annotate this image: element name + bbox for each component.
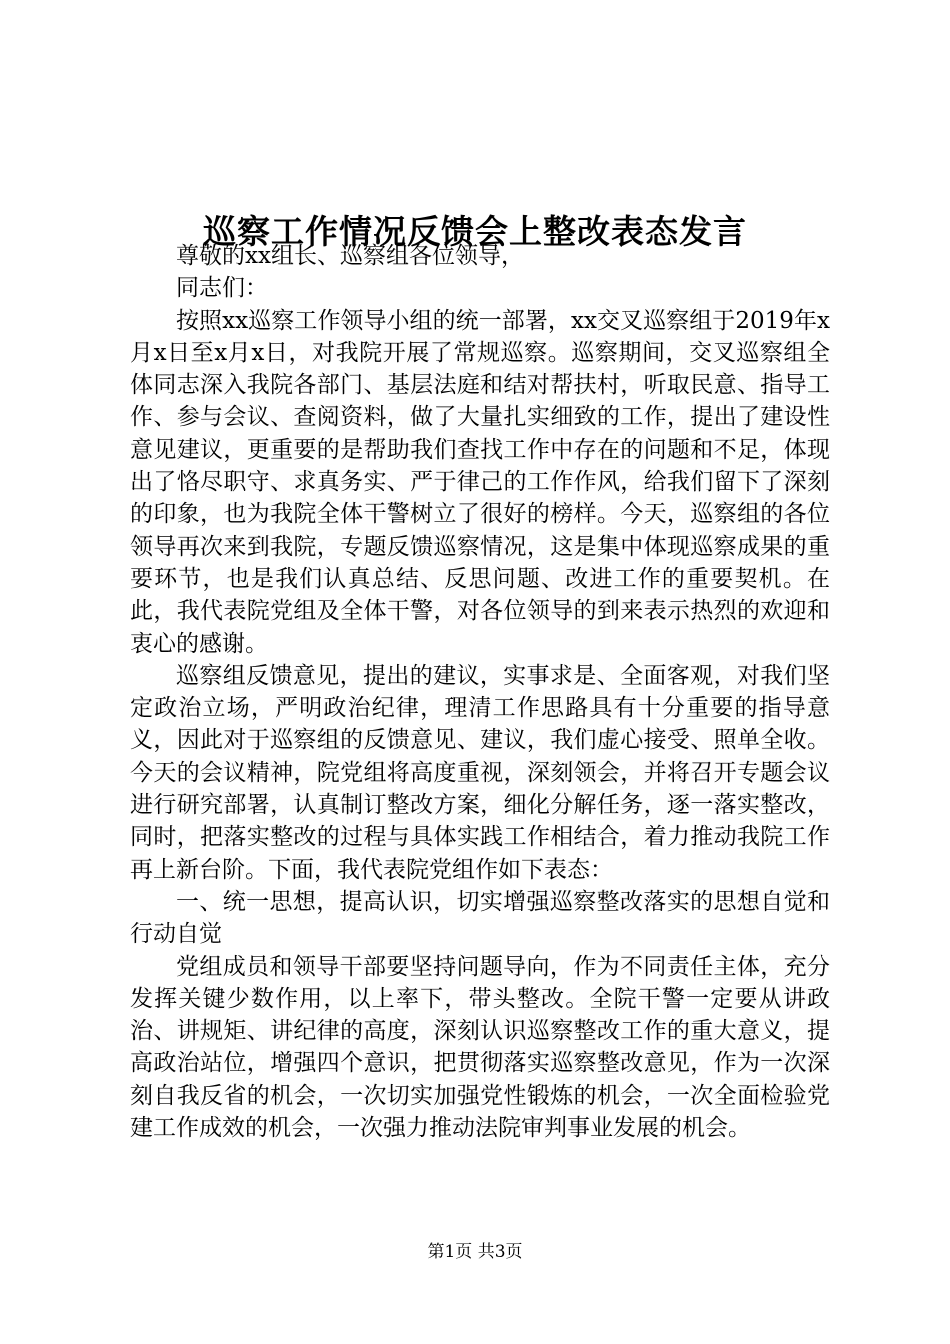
page-footer: 第1页 共3页	[427, 1242, 523, 1262]
paragraph-1: 按照xx巡察工作领导小组的统一部署，xx交叉巡察组于2019年x月x日至x月x日，对我院开展了常规巡察。巡察期间，交叉巡察组全体同志深入我院各部门、基层法庭和结对帮扶村，听取民意、指导工作、参与会议、查阅资料，做了大量扎实细致的工作，提出了建设性意见建议，更重要的是帮助我们查找工作中存在的问题和不足，体现出了恪尽职守、求真务实、严于律己的工作作风，给我们留下了深刻的印象，也为我院全体干警树立了很好的榜样。今天，巡察组的各位领导再次来到我院，专题反馈巡察情况，这是集中体现巡察成果的重要环节，也是我们认真总结、反思问题、改进工作的重要契机。在此，我代表院党组及全体干警，对各位领导的到来表示热烈的欢迎和衷心的感谢。	[130, 307, 830, 657]
document-body	[130, 240, 830, 1144]
document-title: 巡察工作情况反馈会上整改表态发言	[203, 212, 747, 252]
section-heading-1: 一、统一思想，提高认识，切实增强巡察整改落实的思想自觉和行动自觉	[130, 888, 830, 948]
paragraph-2: 巡察组反馈意见，提出的建议，实事求是、全面客观，对我们坚定政治立场，严明政治纪律，理清工作思路具有十分重要的指导意义，因此对于巡察组的反馈意见、建议，我们虚心接受、照单全收。今天的会议精神，院党组将高度重视，深刻领会，并将召开专题会议进行研究部署，认真制订整改方案，细化分解任务，逐一落实整改，同时，把落实整改的过程与具体实践工作相结合，着力推动我院工作再上新台阶。下面，我代表院党组作如下表态：	[130, 662, 830, 883]
paragraph-3: 党组成员和领导干部要坚持问题导向，作为不同责任主体，充分发挥关键少数作用，以上率下，带头整改。全院干警一定要从讲政治、讲规矩、讲纪律的高度，深刻认识巡察整改工作的重大意义，提高政治站位，增强四个意识，把贯彻落实巡察整改意见，作为一次深刻自我反省的机会，一次切实加强党性锻炼的机会，一次全面检验党建工作成效的机会，一次强力推动法院审判事业发展的机会。	[130, 953, 830, 1142]
salutation-line-2: 同志们：	[176, 275, 268, 302]
salutation-line-1: 尊敬的xx组长、巡察组各位领导，	[176, 243, 524, 269]
